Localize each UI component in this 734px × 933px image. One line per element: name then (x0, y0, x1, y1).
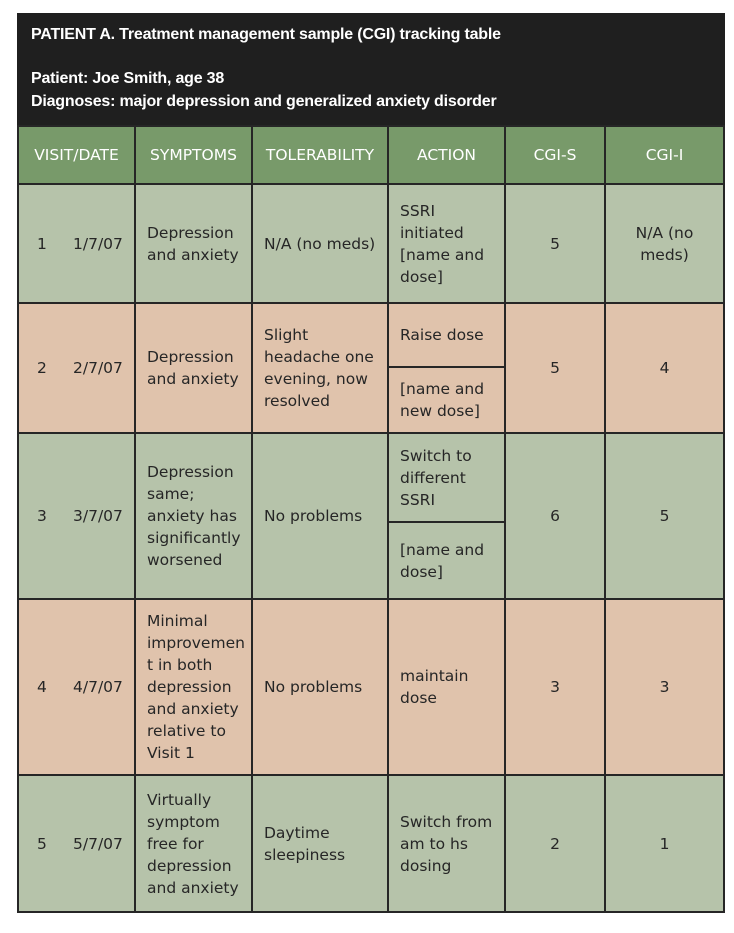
visit-number: 5 (37, 834, 47, 853)
table-row-4-action: maintain dose (389, 600, 504, 774)
table-row-3-cgi-i: 5 (606, 434, 723, 598)
visit-date: 1/7/07 (73, 234, 123, 253)
table-row-5-cgi-i: 1 (606, 776, 723, 911)
table-row-2-tolerability: Slight headache one evening, now resolved (253, 304, 387, 432)
table-row-4-symptoms: Minimal improvemen t in both depression and anxiety relative to Visit 1 (136, 600, 251, 774)
table-title: PATIENT A. Treatment management sample (CGI) tracking table (31, 26, 501, 43)
visit-date: 5/7/07 (73, 834, 123, 853)
table-row-2-action-a: Raise dose (389, 304, 504, 366)
table-frame (17, 13, 725, 913)
table-row-5-tolerability: Daytime sleepiness (253, 776, 387, 911)
column-header-cgi-s: CGI-S (506, 127, 604, 183)
table-row-3-symptoms: Depression same; anxiety has significantly worsened (136, 434, 251, 598)
table-row-2-symptoms: Depression and anxiety (136, 304, 251, 432)
visit-number: 1 (37, 234, 47, 253)
table-row-3-visit (19, 434, 134, 598)
column-header-visit: VISIT/DATE (19, 127, 134, 183)
table-row-1-cgi-s: 5 (506, 185, 604, 302)
table-row-1-tolerability: N/A (no meds) (253, 185, 387, 302)
table-row-2-cgi-s: 5 (506, 304, 604, 432)
table-row-5-visit (19, 776, 134, 911)
table-row-2-cgi-i: 4 (606, 304, 723, 432)
table-row-1-symptoms: Depression and anxiety (136, 185, 251, 302)
diagnoses-line: Diagnoses: major depression and generalized anxiety disorder (31, 93, 497, 110)
column-header-action: ACTION (389, 127, 504, 183)
table-row-5-action: Switch from am to hs dosing (389, 776, 504, 911)
column-header-cgi-i: CGI-I (606, 127, 723, 183)
table-row-3-action-b: [name and dose] (389, 523, 504, 598)
patient-line: Patient: Joe Smith, age 38 (31, 70, 225, 87)
table-row-1-cgi-i: N/A (no meds) (606, 185, 723, 302)
table-row-1-action: SSRI initiated [name and dose] (389, 185, 504, 302)
visit-number: 2 (37, 359, 47, 377)
table-row-5-cgi-s: 2 (506, 776, 604, 911)
table-row-2-visit (19, 304, 134, 432)
table-row-4-cgi-s: 3 (506, 600, 604, 774)
table-row-4-cgi-i: 3 (606, 600, 723, 774)
visit-date: 4/7/07 (73, 678, 123, 696)
table-row-1-visit (19, 185, 134, 302)
visit-number: 3 (37, 507, 47, 525)
table-row-5-symptoms: Virtually symptom free for depression and anxiety (136, 776, 251, 911)
table-row-3-cgi-s: 6 (506, 434, 604, 598)
table-row-2-action-b: [name and new dose] (389, 368, 504, 432)
column-header-symptoms: SYMPTOMS (136, 127, 251, 183)
table-row-4-tolerability: No problems (253, 600, 387, 774)
column-header-tolerability: TOLERABILITY (253, 127, 387, 183)
table-row-4-visit (19, 600, 134, 774)
visit-number: 4 (37, 678, 47, 696)
table-row-3-tolerability: No problems (253, 434, 387, 598)
table-header (17, 13, 725, 125)
visit-date: 3/7/07 (73, 507, 123, 525)
table-row-3-action-a: Switch to different SSRI (389, 434, 504, 521)
visit-date: 2/7/07 (73, 359, 123, 377)
